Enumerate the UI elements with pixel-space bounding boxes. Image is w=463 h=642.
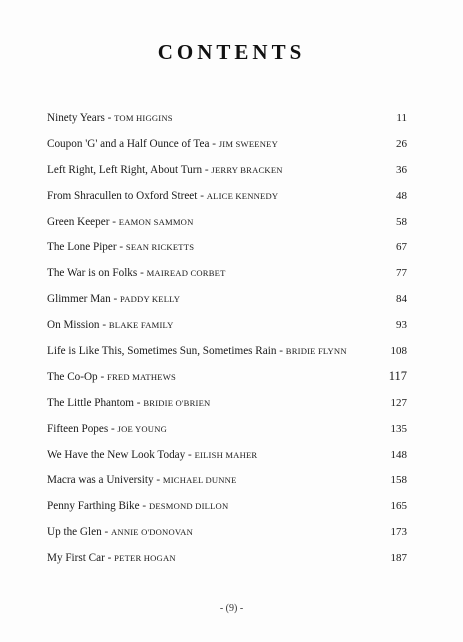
toc-entry-author: JIM SWEENEY (218, 138, 278, 149)
toc-entry-title: Fifteen Popes (47, 422, 109, 435)
toc-entry-author: MAIREAD CORBET (146, 268, 226, 279)
toc-entry-separator: - (116, 241, 126, 254)
toc-entry-title: Up the Glen (47, 526, 102, 539)
toc-entry-page-number: 173 (390, 526, 407, 539)
toc-entry (47, 111, 407, 137)
toc-entry-separator: - (185, 448, 195, 461)
toc-entry-separator: - (276, 345, 286, 358)
toc-entry-title: Glimmer Man (47, 293, 111, 306)
toc-entry (47, 266, 407, 292)
page-number: - (9) - (219, 603, 244, 614)
toc-entry (47, 163, 407, 189)
toc-entry-separator: - (97, 370, 107, 383)
toc-entry-author: PADDY KELLY (120, 294, 181, 305)
toc-entry-author: JERRY BRACKEN (211, 164, 283, 175)
toc-entry (47, 473, 407, 499)
toc-entry-author: ALICE KENNEDY (206, 190, 279, 201)
toc-entry-separator: - (109, 215, 119, 228)
toc-entry-author: BRIDIE O'BRIEN (143, 397, 211, 408)
toc-entry-author: SEAN RICKETTS (125, 242, 195, 253)
toc-entry-author: FRED MATHEWS (106, 371, 176, 382)
toc-entry-separator: - (202, 163, 212, 176)
toc-entry-author: TOM HIGGINS (114, 113, 173, 123)
toc-entry (47, 525, 407, 551)
toc-entry-page-number: 187 (390, 552, 407, 565)
toc-entry (47, 448, 407, 474)
toc-entry-separator: - (110, 293, 121, 306)
toc-entry-page-number: 165 (390, 500, 407, 513)
toc-entry-page-number: 127 (390, 396, 407, 409)
toc-entry-title: Left Right, Left Right, About Turn (47, 163, 203, 176)
toc-entry (47, 344, 407, 370)
toc-entry-page-number: 158 (390, 474, 407, 487)
toc-entry-page-number: 26 (396, 137, 407, 150)
toc-entry-page-number: 58 (396, 215, 407, 228)
toc-entry-title: The Co-Op (47, 370, 98, 383)
toc-entry-title: Ninety Years (47, 112, 105, 124)
toc-entry-page-number: 77 (396, 267, 407, 280)
toc-entry-separator: - (104, 112, 115, 124)
toc-entry-author: EILISH MAHER (194, 449, 258, 460)
toc-entry-page-number: 84 (396, 293, 407, 306)
toc-entry (47, 318, 407, 344)
toc-entry-page-number: 36 (396, 163, 407, 176)
toc-entry-page-number: 148 (390, 448, 407, 461)
toc-entry-title: Macra was a University (47, 474, 154, 487)
toc-entry (47, 240, 407, 266)
toc-entry-page-number: 93 (396, 319, 407, 332)
toc-entry-separator: - (153, 474, 163, 487)
table-of-contents (47, 111, 407, 577)
toc-entry-title: On Mission (47, 319, 100, 332)
toc-entry-separator: - (134, 396, 144, 409)
toc-entry (47, 551, 407, 577)
toc-entry-page-number: 108 (390, 345, 407, 358)
page-title: CONTENTS (157, 40, 306, 64)
toc-entry-author: DESMOND DILLON (148, 501, 229, 512)
toc-entry (47, 422, 407, 448)
toc-entry (47, 189, 407, 215)
toc-entry-separator: - (108, 422, 118, 435)
toc-entry (47, 215, 407, 241)
toc-entry-title: Life is Like This, Sometimes Sun, Sometimes Rain (47, 345, 277, 358)
toc-entry-title: Coupon 'G' and a Half Ounce of Tea (47, 137, 210, 150)
toc-entry-page-number: 135 (390, 422, 407, 435)
toc-entry (47, 370, 407, 396)
toc-entry-author: BRIDIE FLYNN (285, 346, 347, 357)
toc-entry (47, 396, 407, 422)
toc-entry-title: The War is on Folks (47, 267, 138, 280)
toc-entry-title: Green Keeper (47, 215, 110, 228)
toc-entry-separator: - (139, 500, 149, 513)
toc-entry-author: EAMON SAMMON (118, 216, 194, 227)
toc-entry-separator: - (104, 552, 115, 565)
toc-entry-separator: - (137, 267, 147, 280)
toc-entry-title: Penny Farthing Bike (47, 500, 140, 513)
toc-entry-separator: - (101, 526, 112, 539)
toc-entry-page-number: 117 (388, 368, 407, 383)
toc-entry-title: We Have the New Look Today (47, 448, 186, 461)
toc-entry-separator: - (99, 319, 109, 332)
toc-entry (47, 137, 407, 163)
toc-entry-page-number: 48 (396, 189, 407, 202)
toc-entry-author: ANNIE O'DONOVAN (111, 527, 193, 538)
toc-entry-author: BLAKE FAMILY (108, 320, 174, 331)
toc-entry (47, 499, 407, 525)
toc-entry-page-number: 11 (396, 112, 407, 124)
toc-entry-title: My First Car (47, 552, 105, 565)
toc-entry-separator: - (197, 189, 207, 202)
toc-entry-author: JOE YOUNG (117, 423, 168, 434)
toc-entry-title: The Lone Piper (47, 241, 117, 254)
toc-entry-title: The Little Phantom (47, 396, 134, 409)
toc-entry (47, 292, 407, 318)
toc-entry-page-number: 67 (396, 241, 407, 254)
toc-entry-title: From Shracullen to Oxford Street (47, 189, 198, 202)
toc-entry-author: PETER HOGAN (114, 553, 176, 564)
toc-entry-author: MICHAEL DUNNE (162, 475, 237, 486)
toc-entry-separator: - (209, 137, 219, 150)
